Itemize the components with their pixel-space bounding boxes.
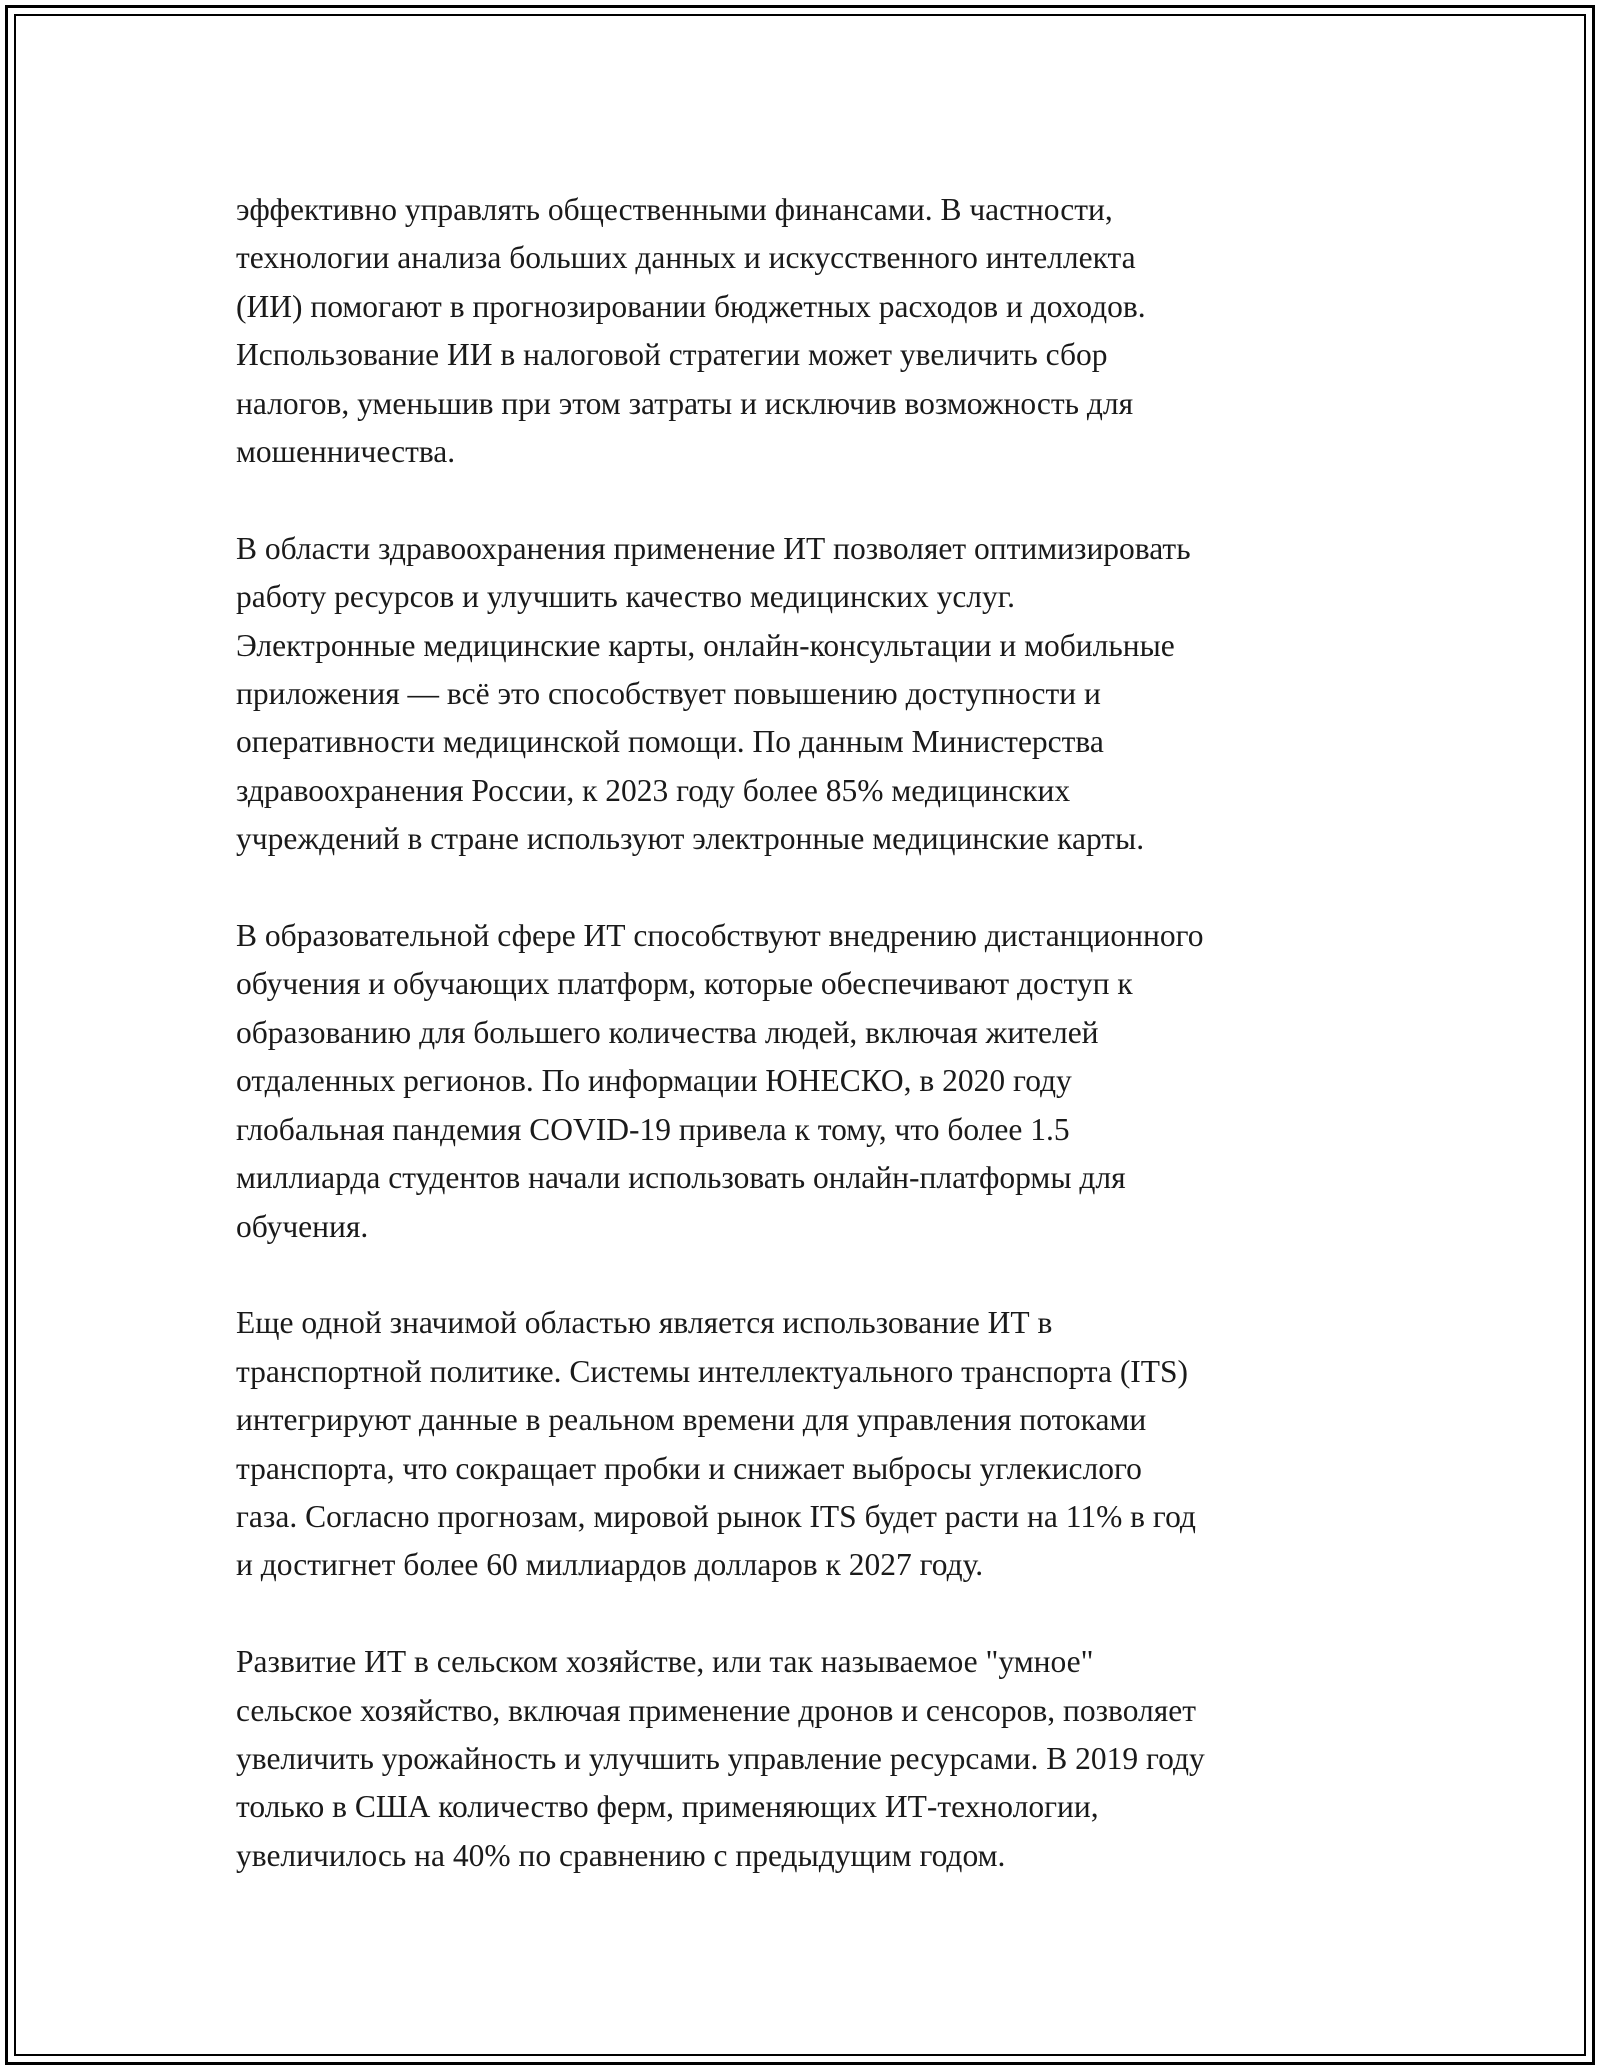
text-line: обучения и обучающих платформ, которые обеспечивают доступ к (236, 966, 1133, 1002)
paragraph (236, 1299, 1376, 1589)
text-line: транспорта, что сокращает пробки и снижает выбросы углекислого (236, 1450, 1142, 1486)
text-line: В области здравоохранения применение ИТ позволяет оптимизировать (236, 530, 1191, 566)
text-line: работу ресурсов и улучшить качество медицинских услуг. (236, 579, 1016, 615)
text-line: Использование ИИ в налоговой стратегии может увеличить сбор (236, 337, 1108, 373)
text-line: глобальная пандемия COVID-19 привела к тому, что более 1.5 (236, 1111, 1070, 1147)
paragraph (236, 186, 1376, 476)
text-line: Электронные медицинские карты, онлайн-консультации и мобильные (236, 627, 1175, 663)
text-line: эффективно управлять общественными финансами. В частности, (236, 192, 1113, 227)
text-line: здравоохранения России, к 2023 году более 85% медицинских (236, 772, 1071, 808)
text-line: обучения. (236, 1208, 369, 1244)
text-line: миллиарда студентов начали использовать онлайн-платформы для (236, 1160, 1126, 1196)
text-line: В образовательной сфере ИТ способствуют внедрению дистанционного (236, 918, 1204, 954)
text-line: оперативности медицинской помощи. По данным Министерства (236, 724, 1104, 760)
text-line: Еще одной значимой областью является использование ИТ в (236, 1305, 1053, 1341)
paragraph (236, 912, 1376, 1251)
text-line: сельское хозяйство, включая применение дронов и сенсоров, позволяет (236, 1692, 1196, 1728)
text-line: транспортной политике. Системы интеллектуального транспорта (ITS) (236, 1353, 1189, 1389)
text-line: и достигнет более 60 миллиардов долларов к 2027 году. (236, 1547, 984, 1583)
text-line: мошенничества. (236, 434, 456, 470)
text-line: газа. Согласно прогнозам, мировой рынок ITS будет расти на 11% в год (236, 1498, 1196, 1534)
text-line: (ИИ) помогают в прогнозировании бюджетных расходов и доходов. (236, 288, 1146, 324)
text-line: только в США количество ферм, применяющих ИТ-технологии, (236, 1789, 1099, 1825)
paragraph (236, 1638, 1376, 1880)
text-line: интегрируют данные в реальном времени для управления потоками (236, 1402, 1147, 1438)
paragraph (236, 525, 1376, 864)
document-body (236, 186, 1376, 1929)
text-line: технологии анализа больших данных и искусственного интеллекта (236, 240, 1136, 276)
text-line: учреждений в стране используют электронные медицинские карты. (236, 821, 1145, 857)
text-line: налогов, уменьшив при этом затраты и исключив возможность для (236, 385, 1134, 421)
text-line: приложения — всё это способствует повышению доступности и (236, 676, 1101, 712)
text-line: увеличилось на 40% по сравнению с предыдущим годом. (236, 1837, 1006, 1873)
text-line: Развитие ИТ в сельском хозяйстве, или так называемое "умное" (236, 1644, 1094, 1680)
text-line: отдаленных регионов. По информации ЮНЕСКО, в 2020 году (236, 1063, 1072, 1099)
text-line: образованию для большего количества людей, включая жителей (236, 1014, 1099, 1050)
text-line: увеличить урожайность и улучшить управление ресурсами. В 2019 году (236, 1740, 1205, 1776)
